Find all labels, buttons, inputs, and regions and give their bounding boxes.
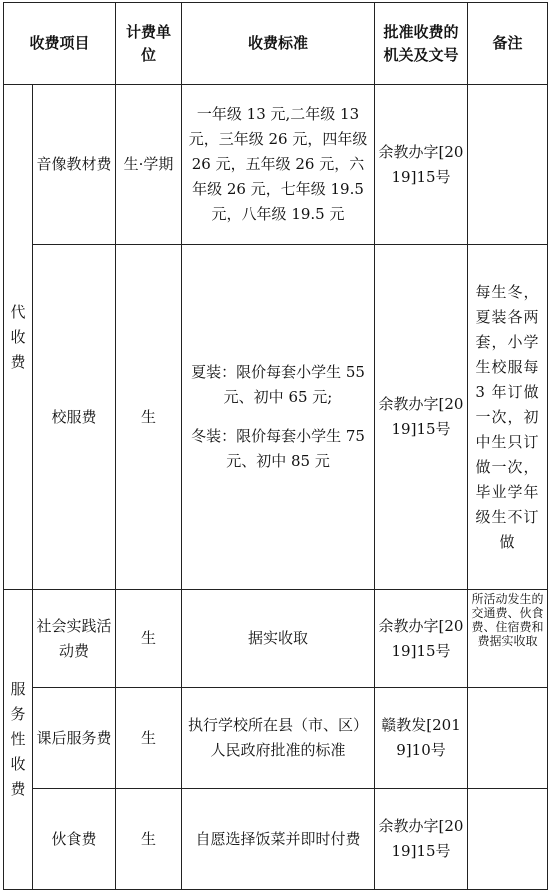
billing-unit: 生	[116, 688, 182, 789]
billing-unit: 生	[116, 245, 182, 590]
category-agency-fees: 代收费	[4, 85, 33, 590]
approval-authority: 赣教发[2019]10号	[375, 688, 468, 789]
summer-uniform-price: 夏装：限价每套小学生 55 元、初中 65 元;	[191, 363, 365, 406]
header-notes: 备注	[468, 3, 548, 85]
approval-authority: 余教办字[2019]15号	[375, 590, 468, 688]
fee-schedule-table	[3, 2, 548, 890]
table-row	[4, 688, 548, 789]
item-name: 音像教材费	[33, 85, 116, 245]
table-row	[4, 789, 548, 890]
header-unit: 计费单位	[116, 3, 182, 85]
header-standard: 收费标准	[182, 3, 375, 85]
header-row	[4, 3, 548, 85]
fee-standard: 执行学校所在县（市、区）人民政府批准的标准	[182, 688, 375, 789]
item-name: 课后服务费	[33, 688, 116, 789]
approval-authority: 余教办字[2019]15号	[375, 789, 468, 890]
fee-standard: 一年级 13 元,二年级 13 元，三年级 26 元，四年级 26 元，五年级 26 元，六年级 26 元，七年级 19.5 元，八年级 19.5 元	[182, 85, 375, 245]
winter-uniform-price: 冬装：限价每套小学生 75 元、初中 85 元	[191, 427, 365, 470]
header-authority: 批准收费的机关及文号	[375, 3, 468, 85]
approval-authority: 余教办字[2019]15号	[375, 245, 468, 590]
remarks: 每生冬，夏装各两套，小学生校服每 3 年订做一次，初中生只订做一次， 毕业学年级生不订做	[468, 245, 548, 590]
fee-standard: 据实收取	[182, 590, 375, 688]
item-name: 伙食费	[33, 789, 116, 890]
remarks: 所活动发生的交通费、伙食费、住宿费和费据实收取	[468, 590, 548, 688]
remarks	[468, 85, 548, 245]
category-service-fees: 服务性收费	[4, 590, 33, 890]
fee-standard	[182, 245, 375, 590]
approval-authority: 余教办字[2019]15号	[375, 85, 468, 245]
header-item: 收费项目	[4, 3, 116, 85]
billing-unit: 生	[116, 789, 182, 890]
remarks	[468, 688, 548, 789]
item-name: 社会实践活动费	[33, 590, 116, 688]
billing-unit: 生·学期	[116, 85, 182, 245]
table-row	[4, 85, 548, 245]
billing-unit: 生	[116, 590, 182, 688]
item-name: 校服费	[33, 245, 116, 590]
table-row	[4, 245, 548, 590]
fee-standard: 自愿选择饭菜并即时付费	[182, 789, 375, 890]
table-row	[4, 590, 548, 688]
remarks	[468, 789, 548, 890]
